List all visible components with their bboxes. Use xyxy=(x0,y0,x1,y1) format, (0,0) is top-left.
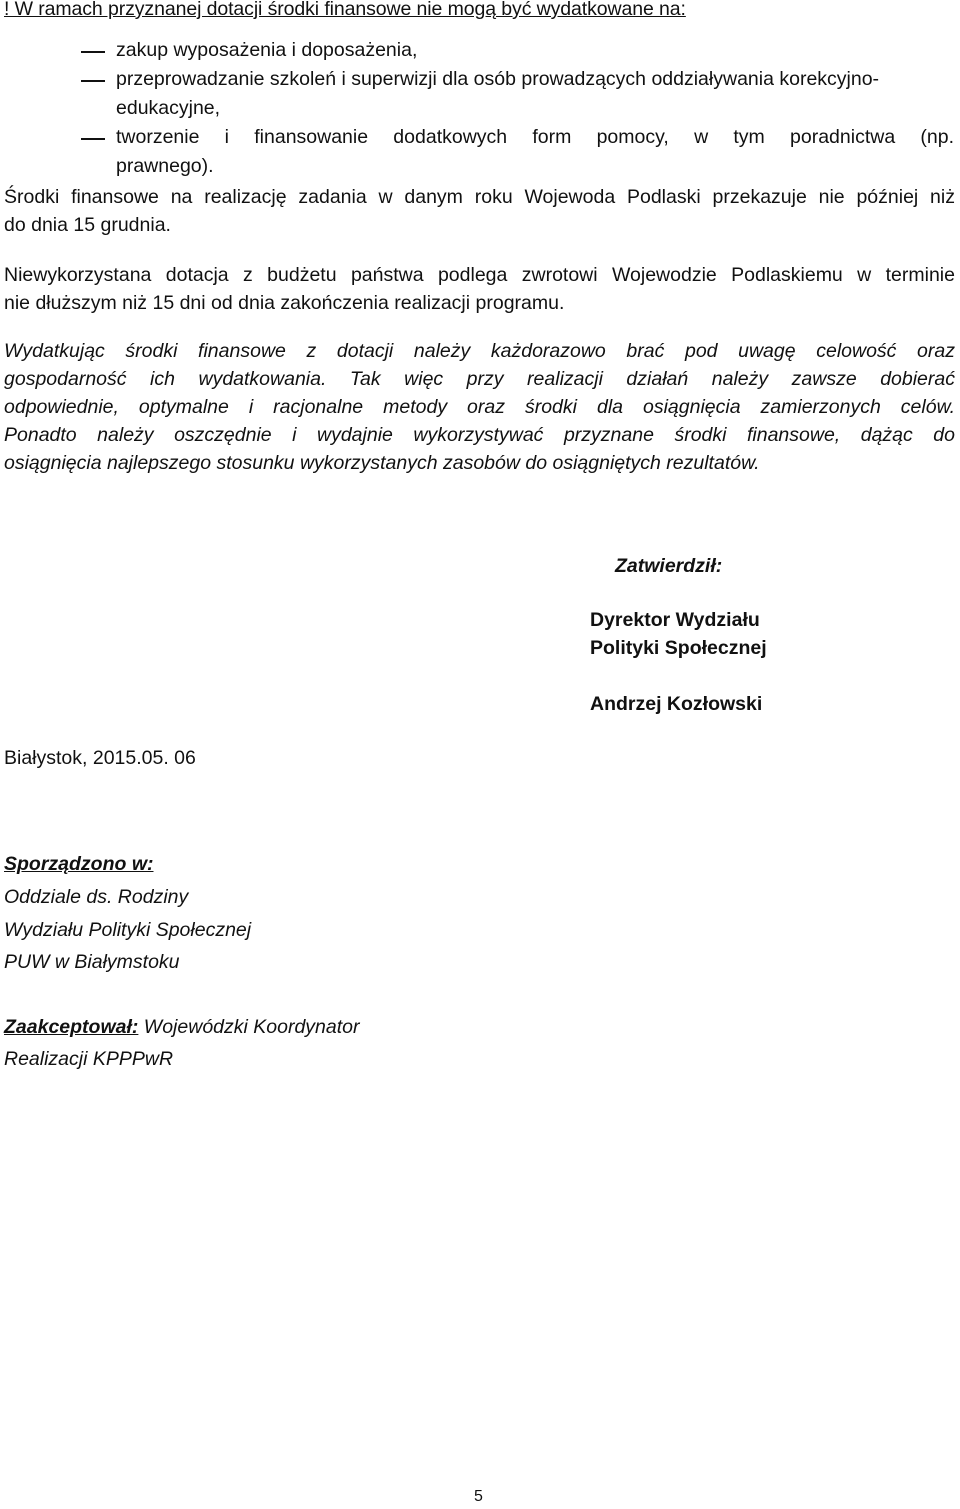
dash-bullet-icon xyxy=(81,138,105,140)
paragraph-line: Wydatkując środki finansowe z dotacji należy każdorazowo brać pod uwagę celowość oraz xyxy=(4,340,955,362)
approver-position-line1: Dyrektor Wydziału xyxy=(590,609,760,631)
prepared-label: Sporządzono w: xyxy=(4,853,154,875)
prepared-line2: Wydziału Polityki Społecznej xyxy=(4,919,252,941)
list-item xyxy=(0,65,960,123)
list-item-text: prawnego). xyxy=(116,155,214,177)
page-number: 5 xyxy=(474,1488,483,1505)
approval-label: Zatwierdził: xyxy=(615,555,723,577)
paragraph-line: do dnia 15 grudnia. xyxy=(4,214,171,236)
list-item xyxy=(0,123,960,181)
paragraph-line: Niewykorzystana dotacja z budżetu państwa podlega zwrotowi Wojewodzie Podlaskiemu w terminie xyxy=(4,264,955,286)
accepted-line2: Realizacji KPPPwR xyxy=(4,1048,174,1070)
prepared-line3: PUW w Białymstoku xyxy=(4,951,180,973)
paragraph-line: gospodarność ich wydatkowania. Tak więc przy realizacji działań należy zawsze dobierać xyxy=(4,368,955,390)
paragraph-line: osiągnięcia najlepszego stosunku wykorzystanych zasobów do osiągniętych rezultatów. xyxy=(4,452,760,474)
approver-position-line2: Polityki Społecznej xyxy=(590,637,767,659)
dash-bullet-icon xyxy=(81,51,105,53)
funds-transfer-paragraph xyxy=(4,183,955,239)
restrictions-heading: ! W ramach przyznanej dotacji środki finansowe nie mogą być wydatkowane na: xyxy=(4,0,686,20)
list-item-text: tworzenie i finansowanie dodatkowych form pomocy, w tym poradnictwa (np. xyxy=(116,126,954,148)
list-item-text: zakup wyposażenia i doposażenia, xyxy=(116,39,418,61)
paragraph-line: Środki finansowe na realizację zadania w danym roku Wojewoda Podlaski przekazuje nie później niż xyxy=(4,186,955,208)
prepared-line1: Oddziale ds. Rodziny xyxy=(4,886,189,908)
accepted-line1 xyxy=(4,1013,360,1041)
list-item xyxy=(0,36,960,65)
place-date: Białystok, 2015.05. 06 xyxy=(4,747,196,769)
accepted-label: Zaakceptował: xyxy=(4,1016,139,1038)
paragraph-line: nie dłuższym niż 15 dni od dnia zakończenia realizacji programu. xyxy=(4,292,565,314)
approver-name: Andrzej Kozłowski xyxy=(590,693,763,715)
paragraph-line: Ponadto należy oszczędnie i wydajnie wykorzystywać przyznane środki finansowe, dążąc do xyxy=(4,424,955,446)
dash-bullet-icon xyxy=(81,80,105,82)
paragraph-line: odpowiednie, optymalne i racjonalne metody oraz środki dla osiągnięcia zamierzonych celów. xyxy=(4,396,955,418)
list-item-text: edukacyjne, xyxy=(116,97,221,119)
spending-paragraph xyxy=(4,337,955,477)
accepted-text: Wojewódzki Koordynator xyxy=(138,1016,360,1038)
list-item-text: przeprowadzanie szkoleń i superwizji dla osób prowadzących oddziaływania korekcyjno- xyxy=(116,68,880,90)
restrictions-list xyxy=(0,36,960,181)
return-paragraph xyxy=(4,261,955,317)
